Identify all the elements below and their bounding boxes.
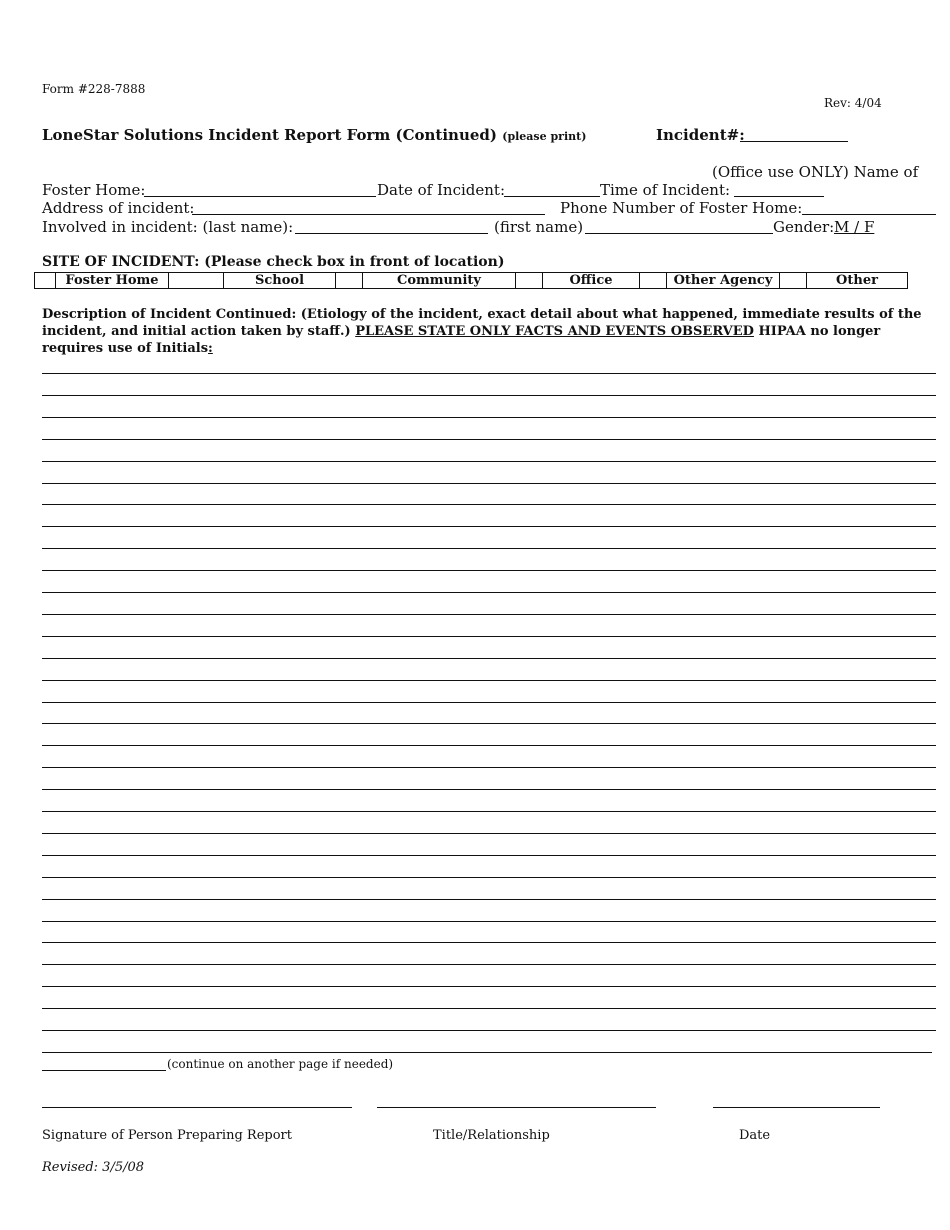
address-label: Address of incident: — [42, 199, 195, 217]
description-line[interactable] — [42, 789, 936, 790]
phone-field[interactable] — [802, 214, 936, 215]
signature-field[interactable] — [42, 1107, 352, 1108]
checkbox-other[interactable] — [780, 273, 807, 289]
description-line[interactable] — [42, 921, 936, 922]
description-line[interactable] — [42, 461, 936, 462]
description-line[interactable] — [42, 373, 936, 374]
description-line[interactable] — [42, 767, 936, 768]
revised-date: Revised: 3/5/08 — [42, 1160, 145, 1175]
description-line[interactable] — [42, 745, 936, 746]
description-line[interactable] — [42, 483, 936, 484]
gender-options[interactable]: M / F — [834, 218, 875, 236]
site-option-foster-home: Foster Home — [56, 273, 169, 289]
site-option-other-agency: Other Agency — [667, 273, 780, 289]
description-emphasis: PLEASE STATE ONLY FACTS AND EVENTS OBSERVED — [355, 324, 754, 339]
checkbox-community[interactable] — [336, 273, 363, 289]
description-heading-text: Description of Incident Continued: (Etiology of the incident, exact detail about what happened, immediate results of the incident, and initial action taken by staff.) — [42, 307, 922, 339]
foster-home-field[interactable] — [144, 196, 376, 197]
date-label: Date — [739, 1128, 771, 1143]
description-line[interactable] — [42, 877, 936, 878]
site-option-school: School — [224, 273, 336, 289]
checkbox-school[interactable] — [169, 273, 224, 289]
site-heading: SITE OF INCIDENT: (Please check box in front of location) — [42, 254, 505, 270]
description-line[interactable] — [42, 855, 936, 856]
involved-last-name-label: Involved in incident: (last name): — [42, 218, 294, 236]
site-option-office: Office — [543, 273, 640, 289]
description-heading — [42, 306, 932, 357]
last-name-field[interactable] — [295, 233, 488, 234]
description-line[interactable] — [42, 658, 936, 659]
description-line[interactable] — [42, 811, 936, 812]
continue-line[interactable] — [42, 1070, 166, 1071]
description-line[interactable] — [42, 1030, 936, 1031]
site-table — [34, 272, 908, 289]
date-of-incident-label: Date of Incident: — [377, 181, 505, 199]
incident-number-field[interactable] — [740, 141, 848, 142]
site-option-other: Other — [807, 273, 908, 289]
form-number: Form #228-7888 — [42, 82, 146, 96]
description-line[interactable] — [42, 723, 936, 724]
description-line[interactable] — [42, 942, 936, 943]
office-use-label: (Office use ONLY) Name of — [712, 163, 919, 181]
description-line[interactable] — [42, 439, 936, 440]
site-option-community: Community — [363, 273, 516, 289]
address-field[interactable] — [192, 214, 545, 215]
description-line[interactable] — [42, 680, 936, 681]
revision-date: Rev: 4/04 — [824, 96, 882, 110]
description-line[interactable] — [42, 614, 936, 615]
time-of-incident-field[interactable] — [734, 196, 824, 197]
description-line[interactable] — [42, 986, 936, 987]
form-title — [42, 126, 586, 144]
description-line[interactable] — [42, 417, 936, 418]
checkbox-office[interactable] — [516, 273, 543, 289]
description-line[interactable] — [42, 1052, 932, 1053]
description-colon: : — [208, 341, 213, 356]
phone-label: Phone Number of Foster Home: — [560, 199, 803, 217]
description-line[interactable] — [42, 964, 936, 965]
description-line[interactable] — [42, 504, 936, 505]
first-name-label: (first name) — [494, 218, 584, 236]
checkbox-foster-home[interactable] — [35, 273, 56, 289]
gender-label: Gender: — [773, 218, 835, 236]
title-relationship-label: Title/Relationship — [433, 1128, 550, 1143]
form-title-text: LoneStar Solutions Incident Report Form (Continued) — [42, 126, 497, 144]
description-line[interactable] — [42, 833, 936, 834]
description-line[interactable] — [42, 526, 936, 527]
signature-label: Signature of Person Preparing Report — [42, 1128, 292, 1143]
incident-number-label: Incident#: — [656, 126, 745, 144]
description-line[interactable] — [42, 395, 936, 396]
date-field[interactable] — [713, 1107, 880, 1108]
checkbox-other-agency[interactable] — [640, 273, 667, 289]
continue-note: (continue on another page if needed) — [167, 1057, 394, 1071]
description-line[interactable] — [42, 592, 936, 593]
description-line[interactable] — [42, 899, 936, 900]
foster-home-label: Foster Home: — [42, 181, 146, 199]
description-line[interactable] — [42, 702, 936, 703]
date-of-incident-field[interactable] — [504, 196, 600, 197]
first-name-field[interactable] — [585, 233, 773, 234]
description-line[interactable] — [42, 570, 936, 571]
description-line[interactable] — [42, 548, 936, 549]
description-line[interactable] — [42, 1008, 936, 1009]
form-title-note: (please print) — [502, 130, 587, 143]
time-of-incident-label: Time of Incident: — [600, 181, 731, 199]
title-relationship-field[interactable] — [377, 1107, 656, 1108]
description-hipaa-note: HIPAA no longer requires use of Initials — [42, 324, 881, 356]
description-line[interactable] — [42, 636, 936, 637]
